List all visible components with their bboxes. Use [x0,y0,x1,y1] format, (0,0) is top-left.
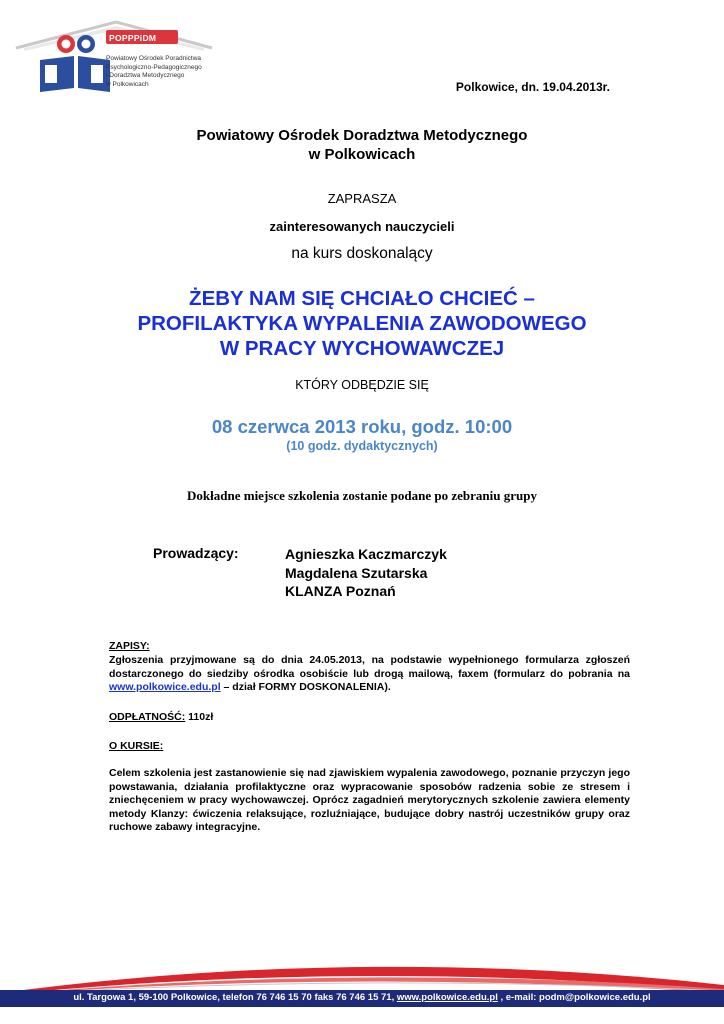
leaders-list [285,545,447,601]
place-date: Polkowice, dn. 19.04.2013r. [455,80,610,94]
invite-word: ZAPRASZA [327,191,397,206]
logo-caption-line: Psychologiczno-Pedagogicznego [106,63,202,71]
website-link[interactable]: www.polkowice.edu.pl [109,681,221,694]
leader-name: Agnieszka Kaczmarczyk [285,546,447,562]
organizer-name [0,126,724,164]
registration-text-part: Zgłoszenia przyjmowane są do dnia [109,654,310,666]
leader-name: Magdalena Szutarska [285,564,428,581]
leader-name: KLANZA Poznań [285,583,396,599]
course-title-line-3: W PRACY WYCHOWAWCZEJ [219,337,505,360]
course-title-line-1: ŻEBY NAM SIĘ CHCIAŁO CHCIEĆ – [189,287,535,310]
logo-caption [106,55,216,89]
footer-swoosh [0,955,724,995]
registration-text [109,654,630,695]
event-date: 08 czerwca 2013 roku, godz. 10:00 [211,416,513,437]
course-type: na kurs doskonalący [291,245,433,262]
footer-address: ul. Targowa 1, 59-100 Polkowice, telefon 76 746 15 70 faks 76 746 15 71, [73,992,397,1003]
logo-caption-line: i Doradztwa Metodycznego [106,72,185,80]
about-text: Celem szkolenia jest zastanowienie się nad zjawiskiem wypalenia zawodowego, poznanie przyczyn jego powstawania, działania profilaktyczne oraz wypracowanie sposobów radzenia sobie ze stresem i zniechęceniem w pracy wychowawczej. Oprócz zagadnień merytorycznych szkolenie zawiera elementy metody Klanzy: ćwiczenia relaksujące, rozluźniające, budujące dobry nastrój uczestników grupy oraz ruchowe zabawy integracyjne. [109,767,630,834]
footer-contact [0,992,724,1003]
event-hours: (10 godz. dydaktycznych) [286,439,438,453]
fee-value: 110zł [185,711,214,723]
logo-badge-text: POPPPiDM [109,33,157,43]
footer-website-link[interactable]: www.polkowice.edu.pl [396,992,498,1003]
course-title-line-2: PROFILAKTYKA WYPALENIA ZAWODOWEGO [137,312,587,335]
course-title [0,286,724,361]
logo-caption-line: Powiatowy Ośrodek Poradnictwa [106,55,202,62]
about-heading: O KURSIE: [109,740,164,752]
audience: zainteresowanych nauczycieli [269,219,455,234]
footer-email: , e-mail: podm@polkowice.edu.pl [497,992,651,1003]
registration-heading: ZAPISY: [109,640,150,652]
organizer-line-1: Powiatowy Ośrodek Doradztwa Metodycznego [196,127,528,144]
organizer-line-2: w Polkowicach [308,146,416,163]
registration-deadline: 24.05.2013 [309,654,362,666]
registration-text-part: – dział FORMY DOSKONALENIA). [220,681,391,694]
logo-caption-line: w Polkowicach [106,80,149,88]
event-intro: KTÓRY ODBĘDZIE SIĘ [295,378,429,392]
venue-note: Dokładne miejsce szkolenia zostanie podane po zebraniu grupy [187,488,537,503]
leaders-label: Prowadzący: [153,545,239,561]
registration-text-part: , na podstawie wypełnionego formularza zgłoszeń dostarczonego do siedziby ośrodka osobiście lub drogą mailową, faxem (formularz do pobrania na [109,654,631,680]
fee [109,711,630,725]
fee-label: ODPŁATNOŚĆ: [109,711,186,723]
